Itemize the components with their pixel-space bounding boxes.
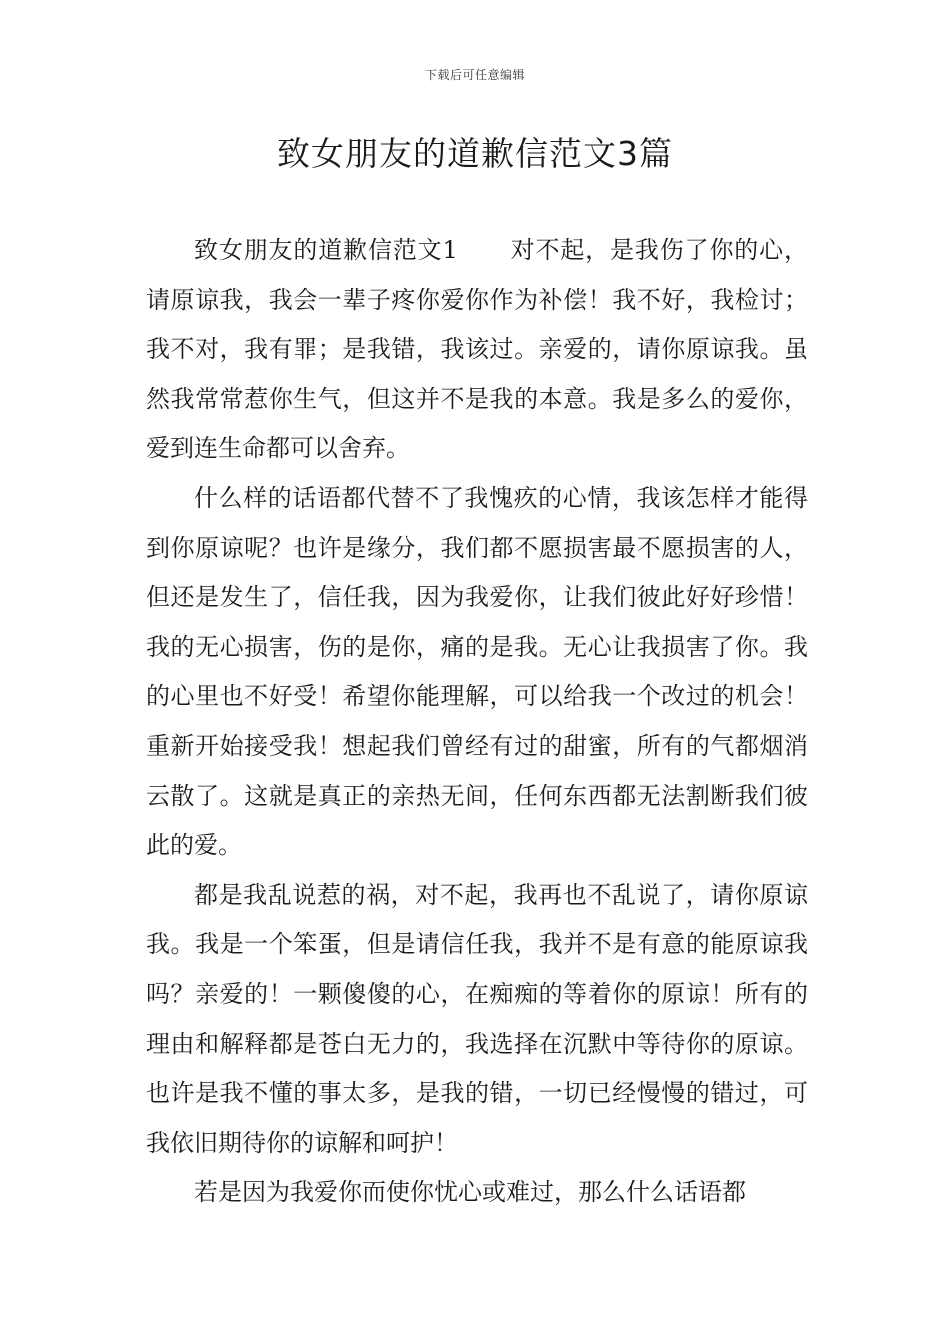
paragraph-4: 若是因为我爱你而使你忧心或难过，那么什么话语都	[194, 1178, 746, 1207]
paragraph-1	[146, 226, 808, 474]
header-note: 下载后可任意编辑	[424, 68, 525, 82]
section-heading: 致女朋友的道歉信范文1	[194, 236, 458, 264]
paragraph-2: 什么样的话语都代替不了我愧疚的心情，我该怎样才能得到你原谅呢？也许是缘分，我们都不愿损害最不愿损害的人，但还是发生了，信任我，因为我爱你，让我们彼此好好珍惜！我的无心损害，伤的是你，痛的是我。无心让我损害了你。我的心里也不好受！希望你能理解，可以给我一个改过的机会！重新开始接受我！想起我们曾经有过的甜蜜，所有的气都烟消云散了。这就是真正的亲热无间，任何东西都无法割断我们彼此的爱。	[146, 483, 808, 860]
paragraph-text: 对不起，是我伤了你的心，请原谅我，我会一辈子疼你爱你作为补偿！我不好，我检讨；我不对，我有罪；是我错，我该过。亲爱的，请你原谅我。虽然我常常惹你生气，但这并不是我的本意。我是多么的爱你，爱到连生命都可以舍弃。	[146, 236, 808, 463]
document-title: 致女朋友的道歉信范文3篇	[277, 134, 673, 173]
document-body	[146, 226, 808, 1218]
paragraph-3: 都是我乱说惹的祸，对不起，我再也不乱说了，请你原谅我。我是一个笨蛋，但是请信任我，我并不是有意的能原谅我吗？亲爱的！一颗傻傻的心，在痴痴的等着你的原谅！所有的理由和解释都是苍白无力的，我选择在沉默中等待你的原谅。也许是我不懂的事太多，是我的错，一切已经慢慢的错过，可我依旧期待你的谅解和呵护！	[146, 880, 808, 1157]
